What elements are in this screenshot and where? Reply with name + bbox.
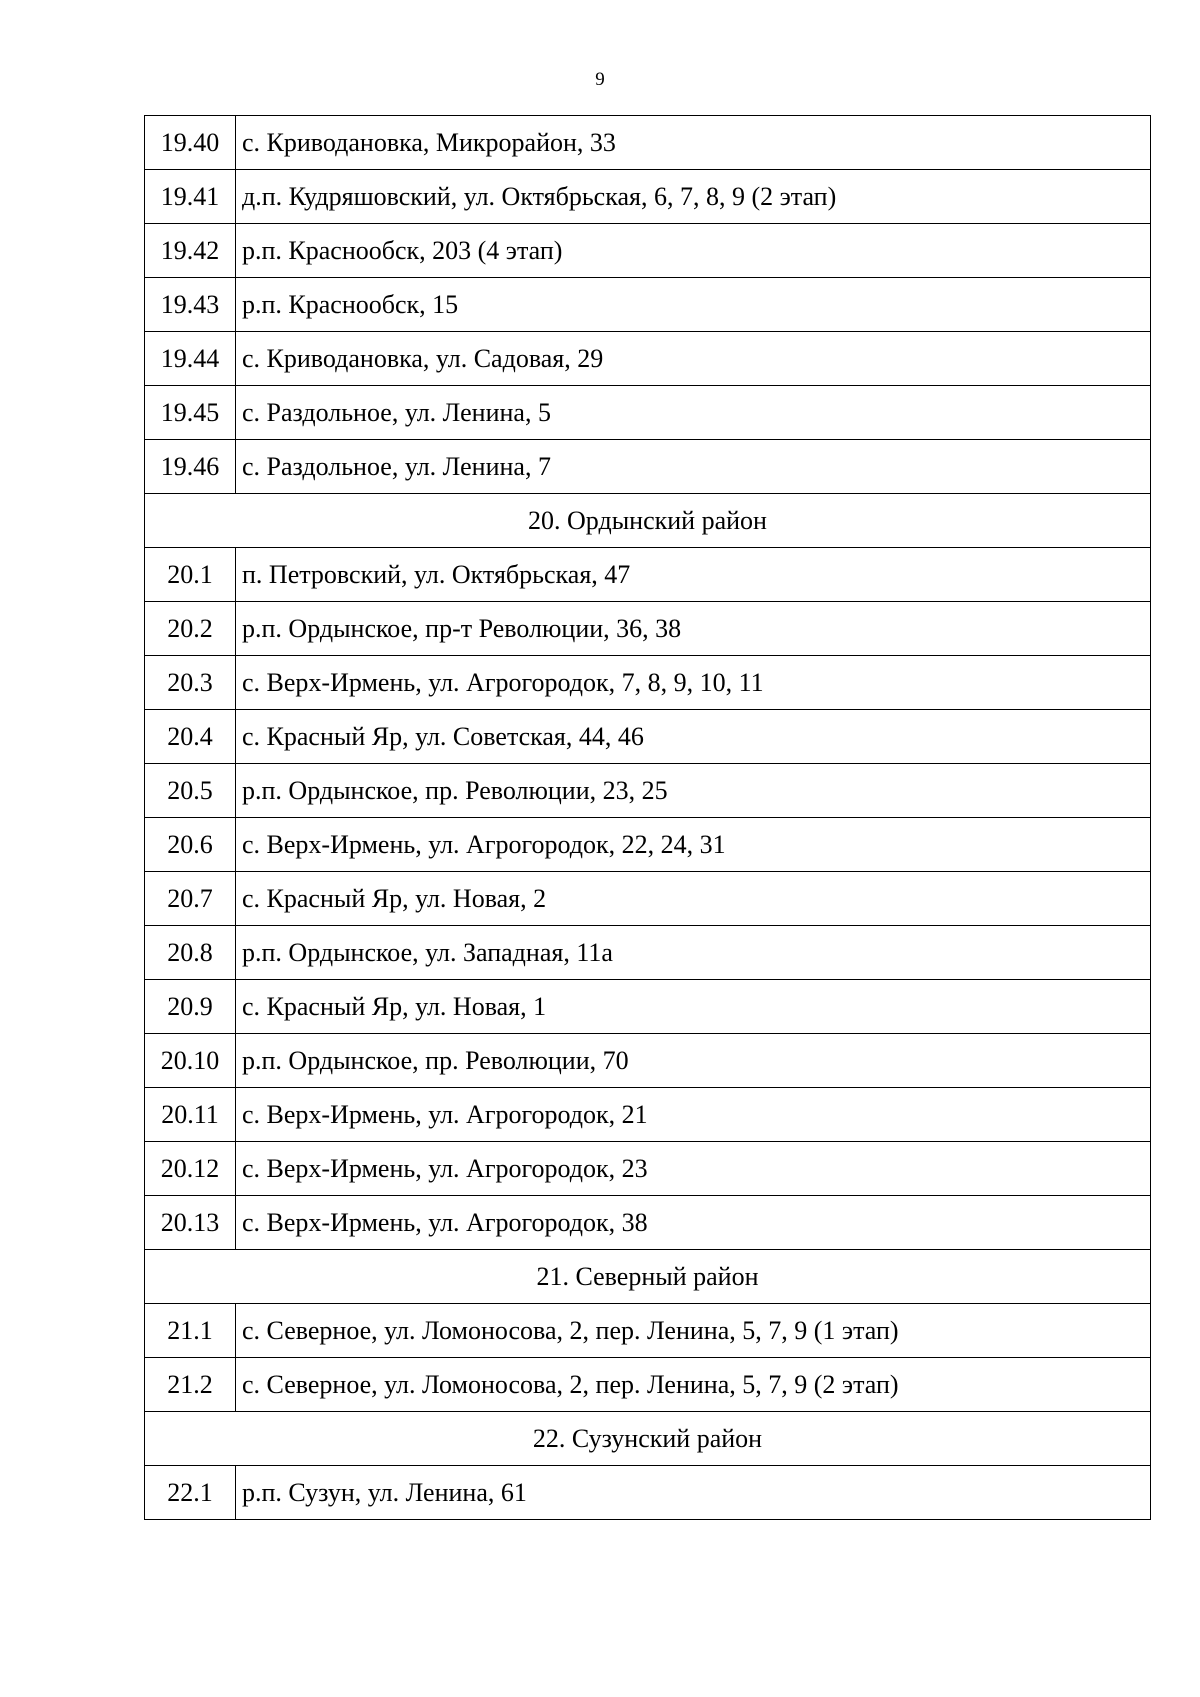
item-number: 19.46: [145, 440, 236, 494]
item-address: с. Северное, ул. Ломоносова, 2, пер. Ленина, 5, 7, 9 (2 этап): [236, 1358, 1151, 1412]
section-title: 20. Ордынский район: [145, 494, 1151, 548]
table-row: [145, 1466, 1151, 1520]
item-number: 20.7: [145, 872, 236, 926]
item-number: 20.11: [145, 1088, 236, 1142]
section-row: [145, 1250, 1151, 1304]
table-row: [145, 224, 1151, 278]
item-number: 22.1: [145, 1466, 236, 1520]
item-number: 20.9: [145, 980, 236, 1034]
item-number: 19.45: [145, 386, 236, 440]
item-address: с. Верх-Ирмень, ул. Агрогородок, 21: [236, 1088, 1151, 1142]
item-number: 19.43: [145, 278, 236, 332]
item-address: с. Криводановка, ул. Садовая, 29: [236, 332, 1151, 386]
table-row: [145, 926, 1151, 980]
item-number: 20.3: [145, 656, 236, 710]
item-address: р.п. Ордынское, пр-т Революции, 36, 38: [236, 602, 1151, 656]
item-address: с. Раздольное, ул. Ленина, 7: [236, 440, 1151, 494]
item-address: р.п. Краснообск, 15: [236, 278, 1151, 332]
item-address: с. Верх-Ирмень, ул. Агрогородок, 23: [236, 1142, 1151, 1196]
item-address: с. Верх-Ирмень, ул. Агрогородок, 22, 24, 31: [236, 818, 1151, 872]
item-address: п. Петровский, ул. Октябрьская, 47: [236, 548, 1151, 602]
table-row: [145, 386, 1151, 440]
table-row: [145, 656, 1151, 710]
item-number: 20.5: [145, 764, 236, 818]
item-number: 19.41: [145, 170, 236, 224]
item-number: 20.4: [145, 710, 236, 764]
item-number: 20.2: [145, 602, 236, 656]
item-number: 20.13: [145, 1196, 236, 1250]
table-row: [145, 1304, 1151, 1358]
table-row: [145, 1358, 1151, 1412]
item-address: д.п. Кудряшовский, ул. Октябрьская, 6, 7, 8, 9 (2 этап): [236, 170, 1151, 224]
table-row: [145, 1034, 1151, 1088]
item-number: 19.40: [145, 116, 236, 170]
table-row: [145, 332, 1151, 386]
item-address: с. Верх-Ирмень, ул. Агрогородок, 38: [236, 1196, 1151, 1250]
item-address: р.п. Ордынское, пр. Революции, 70: [236, 1034, 1151, 1088]
section-title: 22. Сузунский район: [145, 1412, 1151, 1466]
item-number: 20.12: [145, 1142, 236, 1196]
table-row: [145, 548, 1151, 602]
address-table-body: [145, 116, 1151, 1520]
item-address: с. Криводановка, Микрорайон, 33: [236, 116, 1151, 170]
section-row: [145, 1412, 1151, 1466]
item-address: р.п. Ордынское, ул. Западная, 11а: [236, 926, 1151, 980]
item-number: 19.42: [145, 224, 236, 278]
table-row: [145, 1088, 1151, 1142]
table-row: [145, 818, 1151, 872]
item-number: 20.1: [145, 548, 236, 602]
table-row: [145, 872, 1151, 926]
page-number: 9: [595, 69, 605, 90]
item-address: с. Красный Яр, ул. Новая, 1: [236, 980, 1151, 1034]
table-row: [145, 170, 1151, 224]
item-address: с. Красный Яр, ул. Новая, 2: [236, 872, 1151, 926]
table-row: [145, 440, 1151, 494]
item-address: с. Раздольное, ул. Ленина, 5: [236, 386, 1151, 440]
address-table: [144, 115, 1151, 1520]
table-row: [145, 1142, 1151, 1196]
item-number: 20.10: [145, 1034, 236, 1088]
section-row: [145, 494, 1151, 548]
item-address: с. Красный Яр, ул. Советская, 44, 46: [236, 710, 1151, 764]
table-row: [145, 602, 1151, 656]
item-address: с. Северное, ул. Ломоносова, 2, пер. Ленина, 5, 7, 9 (1 этап): [236, 1304, 1151, 1358]
section-title: 21. Северный район: [145, 1250, 1151, 1304]
table-row: [145, 710, 1151, 764]
item-number: 20.6: [145, 818, 236, 872]
item-number: 19.44: [145, 332, 236, 386]
item-address: р.п. Сузун, ул. Ленина, 61: [236, 1466, 1151, 1520]
item-number: 21.2: [145, 1358, 236, 1412]
table-row: [145, 980, 1151, 1034]
item-number: 20.8: [145, 926, 236, 980]
item-address: р.п. Краснообск, 203 (4 этап): [236, 224, 1151, 278]
item-number: 21.1: [145, 1304, 236, 1358]
table-row: [145, 764, 1151, 818]
table-row: [145, 1196, 1151, 1250]
table-row: [145, 278, 1151, 332]
table-row: [145, 116, 1151, 170]
item-address: р.п. Ордынское, пр. Революции, 23, 25: [236, 764, 1151, 818]
item-address: с. Верх-Ирмень, ул. Агрогородок, 7, 8, 9, 10, 11: [236, 656, 1151, 710]
